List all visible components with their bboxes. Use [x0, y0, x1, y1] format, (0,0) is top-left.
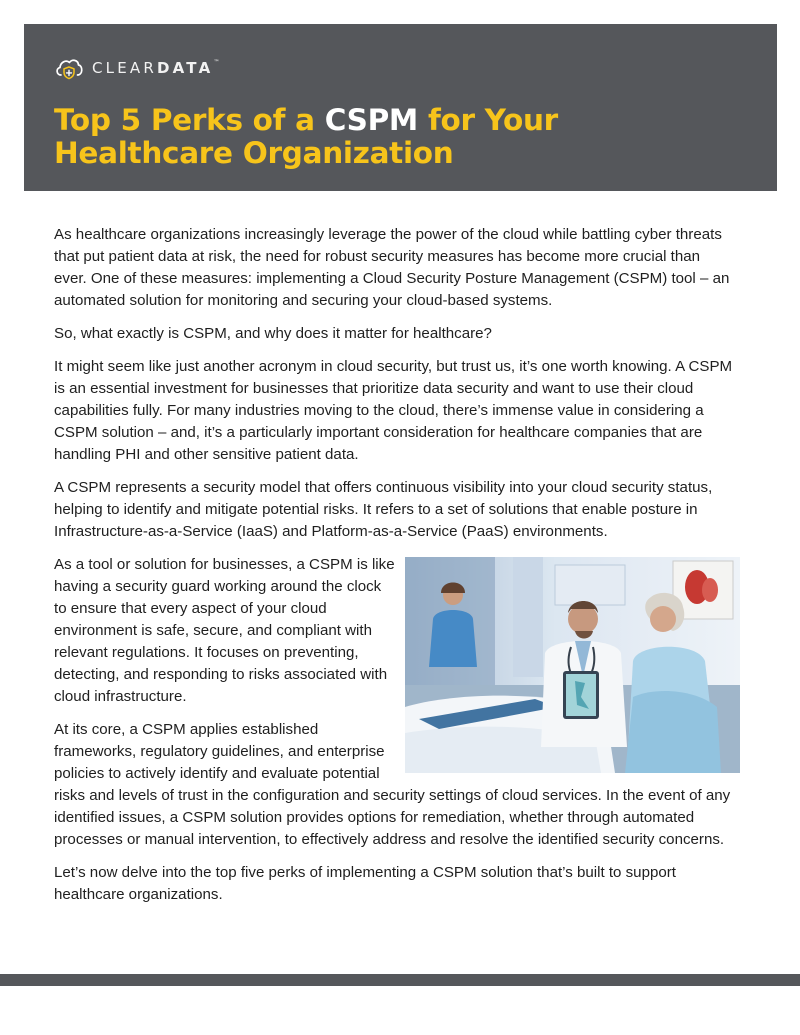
title-line-2: Healthcare Organization — [54, 136, 454, 170]
paragraph-acronym: It might seem like just another acronym in cloud security, but trust us, it’s one worth knowing. A CSPM is an essential investment for businesses that prioritize data security and want to use their cloud capabilities fully. For many industries moving to the cloud, there’s immense value in considering a CSPM solution – and, it’s a particularly important consideration for healthcare companies that are handling PHI and other sensitive patient data. — [54, 358, 733, 463]
trademark-symbol: ™ — [213, 59, 220, 66]
brand-name — [92, 59, 219, 77]
title-part-2: for Your — [417, 103, 558, 137]
paragraph-core: At its core, a CSPM applies established frameworks, regulatory guidelines, and enterprise policies to actively identify and evaluate potential risks and levels of trust in the configuration and security settings of cloud services. In the event of any identified issues, a CSPM solution provides options for remediation, whether through automated processes or manual intervention, to effectively address and resolve the identified security concerns. — [54, 721, 731, 848]
brand-logo — [54, 55, 219, 81]
paragraph-security-guard: As a tool or solution for businesses, a CSPM is like having a security guard working around the clock to ensure that every aspect of your cloud environment is safe, secure, and compliant with relevant regulations. It focuses on preventing, detecting, and responding to risks associated with cloud infrastructure. — [54, 556, 395, 705]
title-part-1: Top 5 Perks of a — [54, 103, 325, 137]
footer-bar — [0, 974, 800, 986]
brand-name-light: CLEAR — [92, 59, 157, 77]
cloud-shield-logo-icon — [54, 56, 84, 80]
paragraph-transition: Let’s now delve into the top five perks of implementing a CSPM solution that’s built to support healthcare organizations. — [54, 864, 676, 903]
page-title — [54, 104, 558, 170]
title-highlight: CSPM — [324, 103, 418, 137]
paragraph-question: So, what exactly is CSPM, and why does it matter for healthcare? — [54, 325, 492, 342]
header-banner — [24, 24, 777, 191]
brand-name-bold: DATA — [157, 59, 214, 77]
paragraph-intro: As healthcare organizations increasingly leverage the power of the cloud while battling cyber threats that put patient data at risk, the need for robust security measures has become more crucial than ever. One of these measures: implementing a Cloud Security Posture Management (CSPM) tool – an automated solution for monitoring and securing your cloud-based systems. — [54, 226, 730, 309]
doctor-patient-photo — [405, 557, 740, 773]
clinic-illustration — [405, 557, 740, 773]
paragraph-definition: A CSPM represents a security model that offers continuous visibility into your cloud security status, helping to identify and mitigate potential risks. It refers to a set of solutions that enable posture in Infrastructure-as-a-Service (IaaS) and Platform-as-a-Service (PaaS) environments. — [54, 479, 713, 540]
article-body — [54, 224, 734, 917]
